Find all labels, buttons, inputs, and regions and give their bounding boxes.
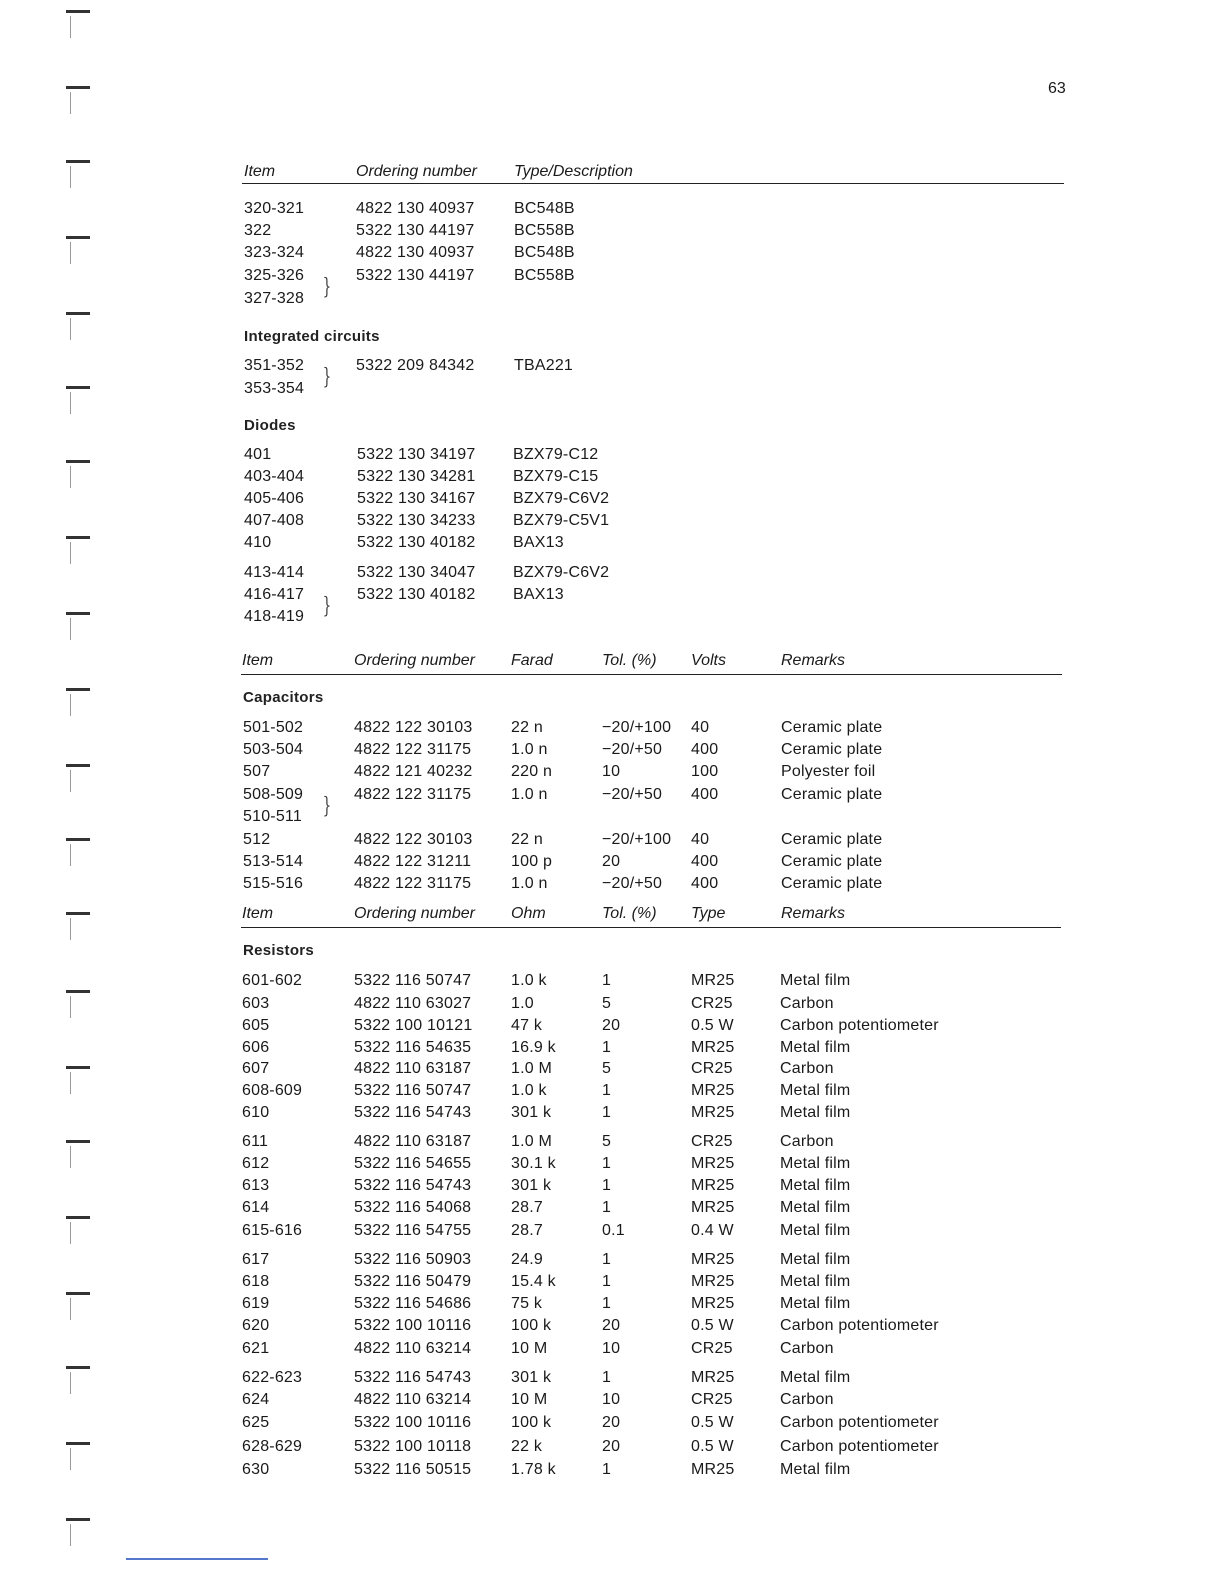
section-title-diodes: Diodes [244,417,296,434]
cell-item: 508-509 [243,786,304,803]
cell-remarks: Metal film [780,1039,851,1056]
binder-mark [70,996,71,1018]
binder-mark [70,318,71,340]
cell-ordering-number: 5322 116 50903 [354,1251,472,1268]
cell-tolerance: 20 [602,853,621,870]
group-brace: } [322,275,332,300]
binder-mark [70,618,71,640]
cell-type: BZX79-C15 [513,468,599,485]
cell-volts-or-type: CR25 [691,1133,733,1150]
cell-ordering-number: 4822 110 63027 [354,995,472,1012]
cell-volts-or-type: 400 [691,786,719,803]
cell-item: 351-352 [244,357,305,374]
cell-item: 611 [242,1133,269,1150]
cell-ordering-number: 4822 122 31175 [354,786,472,803]
cell-ordering-number: 4822 122 31175 [354,875,472,892]
cell-item: 323-324 [244,244,305,261]
cell-item: 621 [242,1340,270,1357]
cell-item: 325-326 [244,267,305,284]
cell-ordering-number: 5322 116 54743 [354,1104,472,1121]
cell-ordering-number: 4822 122 30103 [354,719,473,736]
cell-ordering-number: 5322 116 50479 [354,1273,472,1290]
cell-tolerance: 10 [602,1340,621,1357]
cell-item: 608-609 [242,1082,303,1099]
cell-item: 625 [242,1414,270,1431]
cell-ordering-number: 5322 130 40182 [357,534,476,551]
cell-value: 15.4 k [511,1273,556,1290]
cell-value: 47 k [511,1017,543,1034]
cell-ordering-number: 4822 122 30103 [354,831,473,848]
cell-ordering-number: 5322 130 34047 [357,564,476,581]
res-header-tolerance: Tol. (%) [602,905,657,922]
cell-item: 512 [243,831,271,848]
cell-volts-or-type: MR25 [691,1082,735,1099]
cap-header-remarks: Remarks [781,652,846,669]
cell-remarks: Metal film [780,1177,851,1194]
cell-value: 1.0 [511,995,534,1012]
cell-volts-or-type: MR25 [691,1177,735,1194]
cell-tolerance: −20/+50 [602,741,663,758]
binder-mark [70,694,71,716]
cell-remarks: Metal film [780,1082,851,1099]
cell-ordering-number: 5322 100 10116 [354,1317,472,1334]
cell-item: 603 [242,995,270,1012]
cell-remarks: Metal film [780,1461,851,1478]
header-rule [242,183,1064,184]
cell-remarks: Carbon [780,995,834,1012]
cell-value: 100 k [511,1414,552,1431]
cell-item: 353-354 [244,380,305,397]
cell-volts-or-type: CR25 [691,1391,733,1408]
binder-mark [66,86,90,89]
section-title-resistors: Resistors [243,942,315,959]
cell-value: 1.78 k [511,1461,556,1478]
cell-item: 515-516 [243,875,304,892]
binder-mark [66,10,90,13]
binder-mark [70,770,71,792]
cell-remarks: Metal film [780,1295,851,1312]
cell-volts-or-type: MR25 [691,1104,735,1121]
cell-tolerance: 1 [602,1199,612,1216]
cell-value: 301 k [511,1177,552,1194]
cell-item: 510-511 [243,808,302,825]
cell-value: 1.0 k [511,972,547,989]
binder-mark [66,912,90,915]
cell-tolerance: 1 [602,1104,612,1121]
binder-mark [70,918,71,940]
cell-tolerance: 1 [602,1295,612,1312]
cell-item: 617 [242,1251,270,1268]
cell-ordering-number: 5322 116 54068 [354,1199,472,1216]
cell-value: 10 M [511,1340,548,1357]
cell-volts-or-type: 0.4 W [691,1222,734,1239]
cell-type: TBA221 [514,357,574,374]
cell-item: 410 [244,534,272,551]
cap-header-volts: Volts [691,652,726,669]
cell-ordering-number: 5322 116 54635 [354,1039,472,1056]
cell-volts-or-type: MR25 [691,1155,735,1172]
binder-mark [66,160,90,163]
cell-remarks: Metal film [780,1369,851,1386]
cell-item: 622-623 [242,1369,303,1386]
cell-value: 100 k [511,1317,552,1334]
cell-item: 407-408 [244,512,305,529]
header-type-description: Type/Description [514,163,633,180]
cell-ordering-number: 5322 100 10121 [354,1017,473,1034]
res-header-rule [241,927,1061,928]
cell-item: 607 [242,1060,270,1077]
cell-value: 28.7 [511,1222,543,1239]
cell-ordering-number: 5322 116 50515 [354,1461,472,1478]
cell-item: 403-404 [244,468,305,485]
cell-volts-or-type: MR25 [691,1295,735,1312]
header-item: Item [244,163,276,180]
cell-item: 630 [242,1461,270,1478]
cell-tolerance: −20/+100 [602,719,672,736]
binder-mark [66,1366,90,1369]
cell-value: 28.7 [511,1199,543,1216]
cell-value: 22 n [511,831,543,848]
cell-remarks: Metal film [780,972,851,989]
cap-header-item: Item [242,652,274,669]
binder-mark [70,542,71,564]
cell-item: 620 [242,1317,270,1334]
binder-mark [70,1072,71,1094]
cell-volts-or-type: 0.5 W [691,1017,734,1034]
section-title-ics: Integrated circuits [244,328,380,345]
cell-item: 405-406 [244,490,305,507]
cell-item: 605 [242,1017,270,1034]
cell-item: 418-419 [244,608,305,625]
binder-mark [66,312,90,315]
binder-mark [70,1372,71,1394]
cell-item: 413-414 [244,564,305,581]
cell-ordering-number: 4822 130 40937 [356,244,475,261]
cell-remarks: Carbon potentiometer [780,1017,939,1034]
cell-volts-or-type: 400 [691,853,719,870]
cell-volts-or-type: CR25 [691,1340,733,1357]
cell-item: 628-629 [242,1438,303,1455]
cap-header-ordering-number: Ordering number [354,652,475,669]
cell-value: 1.0 n [511,875,548,892]
cell-ordering-number: 5322 116 50747 [354,972,472,989]
cell-ordering-number: 5322 130 40182 [357,586,476,603]
cell-ordering-number: 5322 130 34197 [357,446,476,463]
cell-ordering-number: 5322 130 34233 [357,512,476,529]
cell-tolerance: 1 [602,1082,612,1099]
cell-type: BZX79-C6V2 [513,490,610,507]
binder-mark [70,242,71,264]
cell-ordering-number: 5322 116 54655 [354,1155,472,1172]
cell-item: 619 [242,1295,270,1312]
cell-type: BC558B [514,222,575,239]
cell-volts-or-type: 400 [691,875,719,892]
cell-type: BAX13 [513,586,564,603]
cell-volts-or-type: MR25 [691,1039,735,1056]
cell-volts-or-type: 0.5 W [691,1317,734,1334]
binder-mark [66,386,90,389]
cell-ordering-number: 5322 116 54743 [354,1177,472,1194]
cap-header-rule [241,674,1062,675]
cell-ordering-number: 5322 116 50747 [354,1082,472,1099]
cell-volts-or-type: MR25 [691,972,735,989]
binder-mark [70,1298,71,1320]
cell-remarks: Metal film [780,1222,851,1239]
cell-volts-or-type: 400 [691,741,719,758]
cell-item: 618 [242,1273,270,1290]
cell-remarks: Ceramic plate [781,741,883,758]
cell-ordering-number: 4822 130 40937 [356,200,475,217]
binder-mark [70,92,71,114]
cell-ordering-number: 4822 110 63214 [354,1391,472,1408]
cell-type: BC548B [514,200,575,217]
cell-volts-or-type: 100 [691,763,719,780]
cell-tolerance: 0.1 [602,1222,625,1239]
binder-mark [66,688,90,691]
cell-item: 606 [242,1039,270,1056]
binder-mark [70,844,71,866]
cell-item: 610 [242,1104,270,1121]
cell-type: BC548B [514,244,575,261]
binder-mark [66,612,90,615]
binder-mark [66,1442,90,1445]
cell-tolerance: −20/+50 [602,786,663,803]
binder-mark [66,764,90,767]
cell-item: 507 [243,763,271,780]
cell-ordering-number: 5322 116 54743 [354,1369,472,1386]
binder-mark [66,1518,90,1521]
cell-tolerance: 1 [602,1273,612,1290]
cell-item: 320-321 [244,200,305,217]
cap-header-tolerance: Tol. (%) [602,652,657,669]
cell-ordering-number: 5322 100 10118 [354,1438,472,1455]
cell-value: 1.0 n [511,786,548,803]
binder-mark [66,1216,90,1219]
cell-ordering-number: 5322 130 34167 [357,490,476,507]
cell-item: 612 [242,1155,270,1172]
cell-remarks: Metal film [780,1155,851,1172]
cell-ordering-number: 5322 209 84342 [356,357,475,374]
cell-tolerance: 1 [602,1177,612,1194]
cell-item: 401 [244,446,272,463]
cell-value: 220 n [511,763,553,780]
res-header-type: Type [691,905,726,922]
group-brace: } [322,594,332,619]
cell-item: 601-602 [242,972,303,989]
cell-ordering-number: 5322 116 54686 [354,1295,472,1312]
cap-header-farad: Farad [511,652,553,669]
cell-type: BAX13 [513,534,564,551]
cell-ordering-number: 5322 116 54755 [354,1222,472,1239]
cell-volts-or-type: MR25 [691,1251,735,1268]
cell-tolerance: −20/+50 [602,875,663,892]
binder-mark [66,1066,90,1069]
binder-mark [70,166,71,188]
cell-remarks: Ceramic plate [781,875,883,892]
cell-item: 624 [242,1391,270,1408]
cell-remarks: Carbon potentiometer [780,1438,939,1455]
binder-mark [66,838,90,841]
cell-tolerance: 20 [602,1414,621,1431]
cell-tolerance: 10 [602,763,621,780]
cell-item: 327-328 [244,290,305,307]
cell-volts-or-type: 40 [691,719,710,736]
cell-ordering-number: 4822 121 40232 [354,763,473,780]
cell-ordering-number: 5322 130 34281 [357,468,476,485]
cell-tolerance: 1 [602,1369,612,1386]
res-header-ohm: Ohm [511,905,546,922]
binder-mark [66,460,90,463]
cell-tolerance: 10 [602,1391,621,1408]
header-ordering-number: Ordering number [356,163,477,180]
page-number: 63 [1048,80,1066,97]
cell-item: 614 [242,1199,270,1216]
res-header-item: Item [242,905,274,922]
res-header-ordering-number: Ordering number [354,905,475,922]
cell-remarks: Ceramic plate [781,853,883,870]
cell-tolerance: 5 [602,1060,612,1077]
binder-mark [70,1448,71,1470]
binder-mark [66,1292,90,1295]
binder-mark [70,466,71,488]
res-header-remarks: Remarks [781,905,846,922]
cell-ordering-number: 4822 110 63187 [354,1133,472,1150]
cell-value: 24.9 [511,1251,543,1268]
group-brace: } [322,794,332,819]
cell-value: 1.0 n [511,741,548,758]
binder-mark [66,990,90,993]
section-title-capacitors: Capacitors [243,689,324,706]
cell-item: 615-616 [242,1222,303,1239]
cell-remarks: Carbon [780,1340,834,1357]
cell-ordering-number: 4822 110 63214 [354,1340,472,1357]
cell-item: 501-502 [243,719,304,736]
cell-remarks: Carbon potentiometer [780,1317,939,1334]
cell-volts-or-type: MR25 [691,1461,735,1478]
cell-volts-or-type: 0.5 W [691,1414,734,1431]
cell-tolerance: 5 [602,1133,612,1150]
cell-ordering-number: 4822 122 31211 [354,853,472,870]
cell-tolerance: 20 [602,1438,621,1455]
cell-tolerance: 1 [602,1039,612,1056]
binder-mark [70,1524,71,1546]
cell-remarks: Ceramic plate [781,786,883,803]
cell-ordering-number: 5322 130 44197 [356,267,475,284]
binder-mark [66,536,90,539]
cell-ordering-number: 5322 130 44197 [356,222,475,239]
cell-value: 1.0 M [511,1060,553,1077]
cell-remarks: Ceramic plate [781,719,883,736]
cell-value: 30.1 k [511,1155,556,1172]
binder-mark [66,1140,90,1143]
cell-tolerance: 1 [602,1251,612,1268]
cell-item: 613 [242,1177,270,1194]
cell-remarks: Polyester foil [781,763,876,780]
cell-type: BZX79-C5V1 [513,512,610,529]
cell-value: 75 k [511,1295,543,1312]
cell-item: 503-504 [243,741,304,758]
cell-remarks: Ceramic plate [781,831,883,848]
cell-tolerance: −20/+100 [602,831,672,848]
cell-value: 16.9 k [511,1039,556,1056]
cell-volts-or-type: CR25 [691,995,733,1012]
binder-mark [70,1146,71,1168]
cell-volts-or-type: MR25 [691,1273,735,1290]
cell-ordering-number: 4822 122 31175 [354,741,472,758]
binder-mark [70,1222,71,1244]
cell-remarks: Metal film [780,1273,851,1290]
binder-mark [66,236,90,239]
cell-remarks: Carbon [780,1060,834,1077]
cell-type: BC558B [514,267,575,284]
cell-value: 1.0 M [511,1133,553,1150]
cell-ordering-number: 4822 110 63187 [354,1060,472,1077]
cell-tolerance: 20 [602,1317,621,1334]
cell-value: 22 k [511,1438,543,1455]
cell-tolerance: 1 [602,1155,612,1172]
cell-remarks: Carbon [780,1133,834,1150]
cell-tolerance: 1 [602,972,612,989]
binder-mark [70,16,71,38]
cell-remarks: Metal film [780,1251,851,1268]
cell-volts-or-type: CR25 [691,1060,733,1077]
cell-remarks: Metal film [780,1199,851,1216]
cell-remarks: Metal film [780,1104,851,1121]
cell-volts-or-type: 0.5 W [691,1438,734,1455]
cell-item: 513-514 [243,853,304,870]
cell-type: BZX79-C12 [513,446,599,463]
cell-value: 10 M [511,1391,548,1408]
cell-tolerance: 20 [602,1017,621,1034]
cell-value: 22 n [511,719,543,736]
cell-tolerance: 1 [602,1461,612,1478]
cell-type: BZX79-C6V2 [513,564,610,581]
group-brace: } [322,365,332,390]
cell-volts-or-type: 40 [691,831,710,848]
binder-mark [70,392,71,414]
cell-tolerance: 5 [602,995,612,1012]
cell-item: 322 [244,222,272,239]
cell-value: 100 p [511,853,553,870]
cell-value: 301 k [511,1104,552,1121]
cell-remarks: Carbon [780,1391,834,1408]
cell-value: 301 k [511,1369,552,1386]
footer-rule [126,1558,268,1560]
cell-ordering-number: 5322 100 10116 [354,1414,472,1431]
cell-volts-or-type: MR25 [691,1199,735,1216]
cell-item: 416-417 [244,586,305,603]
cell-value: 1.0 k [511,1082,547,1099]
cell-remarks: Carbon potentiometer [780,1414,939,1431]
cell-volts-or-type: MR25 [691,1369,735,1386]
